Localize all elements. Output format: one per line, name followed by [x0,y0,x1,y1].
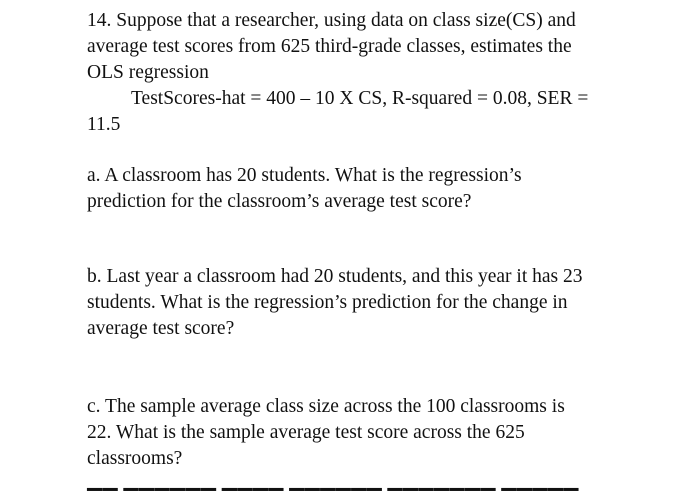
part-b-line-3: average test score? [87,318,235,339]
question-line-1: 14. Suppose that a researcher, using data on class size(CS) and [87,10,576,31]
question-line-3: OLS regression [87,62,209,83]
part-b-line-1: b. Last year a classroom had 20 students, and this year it has 23 [87,266,583,287]
question-line-2: average test scores from 625 third-grade classes, estimates the [87,36,572,57]
part-c-line-2: 22. What is the sample average test score across the 625 [87,422,525,443]
ser-value: 11.5 [87,114,121,135]
part-a-line-1: a. A classroom has 20 students. What is the regression’s [87,165,522,186]
part-c-line-3: classrooms? [87,448,183,469]
part-c-line-1: c. The sample average class size across the 100 classrooms is [87,396,565,417]
part-a-line-2: prediction for the classroom’s average test score? [87,191,472,212]
regression-equation: TestScores-hat = 400 – 10 X CS, R-squared = 0.08, SER = [131,88,589,109]
cut-off-text-fragment: ▁▁ ▁▁▁▁▁▁ ▁▁▁▁ ▁▁▁▁▁▁ ▁▁▁▁▁▁▁ ▁▁▁▁▁ [87,470,579,491]
part-b-line-2: students. What is the regression’s prediction for the change in [87,292,568,313]
